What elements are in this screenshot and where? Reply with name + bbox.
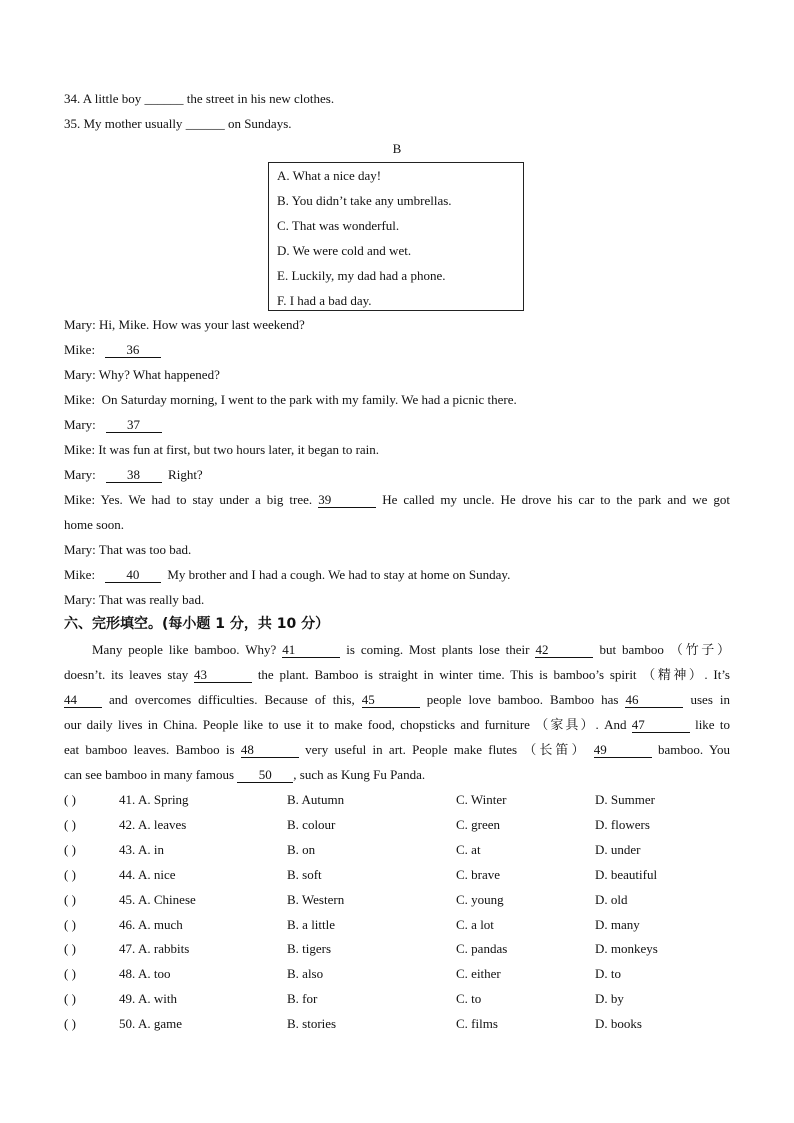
choice-num: 45.	[119, 892, 136, 907]
answer-paren[interactable]: ( )	[64, 966, 76, 981]
choice-d[interactable]: D. flowers	[595, 817, 650, 832]
option-f: F. I had a bad day.	[277, 293, 372, 308]
option-c: C. That was wonderful.	[277, 218, 400, 233]
answer-paren[interactable]: ( )	[64, 892, 76, 907]
choice-num: 49.	[119, 991, 136, 1006]
blank-49[interactable]: 49	[594, 743, 652, 758]
choice-a[interactable]: A. leaves	[138, 817, 187, 832]
choice-num: 47.	[119, 941, 136, 956]
blank-48[interactable]: 48	[241, 743, 299, 758]
section-b-label: B	[392, 141, 402, 156]
choice-a[interactable]: A. in	[138, 842, 164, 857]
choice-a[interactable]: A. game	[138, 1016, 183, 1031]
dialogue-line: Mary: 38 Right?	[64, 467, 203, 482]
answer-paren[interactable]: ( )	[64, 941, 76, 956]
choice-c[interactable]: C. either	[456, 966, 501, 981]
choice-b[interactable]: B. Western	[287, 892, 345, 907]
choice-d[interactable]: D. old	[595, 892, 628, 907]
answer-paren[interactable]: ( )	[64, 792, 76, 807]
choice-a[interactable]: A. much	[138, 917, 183, 932]
choice-b[interactable]: B. a little	[287, 917, 336, 932]
choice-a[interactable]: A. Chinese	[138, 892, 196, 907]
choice-d[interactable]: D. beautiful	[595, 867, 658, 882]
choice-num: 42.	[119, 817, 136, 832]
option-d: D. We were cold and wet.	[277, 243, 412, 258]
choice-c[interactable]: C. at	[456, 842, 481, 857]
passage-line: our daily lives in China. People like to use it to make food, chopsticks and furniture （家具）. And 47 like to	[64, 717, 730, 732]
choice-c[interactable]: C. films	[456, 1016, 498, 1031]
choice-c[interactable]: C. green	[456, 817, 501, 832]
choice-c[interactable]: C. young	[456, 892, 504, 907]
option-b: B. You didn’t take any umbrellas.	[277, 193, 452, 208]
choice-d[interactable]: D. books	[595, 1016, 642, 1031]
passage-line: Many people like bamboo. Why? 41 is coming. Most plants lose their 42 but bamboo （竹子）	[92, 642, 731, 657]
answer-paren[interactable]: ( )	[64, 991, 76, 1006]
question-34: 34. A little boy ______ the street in his new clothes.	[64, 91, 335, 106]
choice-num: 41.	[119, 792, 136, 807]
passage-line: 44 and overcomes difficulties. Because of this, 45 people love bamboo. Bamboo has 46 uses in	[64, 692, 731, 707]
dialogue-line: Mary: That was really bad.	[64, 592, 205, 607]
choice-d[interactable]: D. Summer	[595, 792, 655, 807]
choice-c[interactable]: C. to	[456, 991, 482, 1006]
option-a: A. What a nice day!	[277, 168, 382, 183]
choice-c[interactable]: C. a lot	[456, 917, 494, 932]
choice-c[interactable]: C. pandas	[456, 941, 508, 956]
choice-num: 44.	[119, 867, 136, 882]
blank-47[interactable]: 47	[632, 718, 690, 733]
choice-num: 48.	[119, 966, 136, 981]
answer-paren[interactable]: ( )	[64, 917, 76, 932]
choice-a[interactable]: A. too	[138, 966, 171, 981]
dialogue-line: Mary: 37	[64, 417, 730, 433]
dialogue-line: Mike: 36	[64, 342, 730, 358]
choice-c[interactable]: C. Winter	[456, 792, 507, 807]
options-box	[268, 162, 524, 311]
answer-blank[interactable]: ______	[144, 91, 184, 106]
question-35: 35. My mother usually ______ on Sundays.	[64, 116, 292, 131]
choice-d[interactable]: D. monkeys	[595, 941, 658, 956]
choice-b[interactable]: B. Autumn	[287, 792, 345, 807]
dialogue-line: Mary: Why? What happened?	[64, 367, 220, 382]
choice-a[interactable]: A. rabbits	[138, 941, 190, 956]
option-e: E. Luckily, my dad had a phone.	[277, 268, 446, 283]
choice-d[interactable]: D. many	[595, 917, 640, 932]
blank-39[interactable]: 39	[318, 493, 376, 508]
blank-44[interactable]: 44	[64, 693, 102, 708]
answer-paren[interactable]: ( )	[64, 1016, 76, 1031]
choice-a[interactable]: A. Spring	[138, 792, 189, 807]
choice-b[interactable]: B. on	[287, 842, 316, 857]
choice-a[interactable]: A. with	[138, 991, 177, 1006]
choice-d[interactable]: D. under	[595, 842, 641, 857]
choice-d[interactable]: D. by	[595, 991, 624, 1006]
answer-paren[interactable]: ( )	[64, 867, 76, 882]
dialogue-line-cont: home soon.	[64, 517, 124, 532]
passage-line: doesn’t. its leaves stay 43 the plant. Bamboo is straight in winter time. This is bamboo’s spirit （精神）. It’s	[64, 667, 730, 682]
passage-line: eat bamboo leaves. Bamboo is 48 very useful in art. People make flutes （长笛） 49 bamboo. You	[64, 742, 731, 757]
blank-37[interactable]: 37	[106, 418, 162, 433]
blank-38[interactable]: 38	[106, 468, 162, 483]
answer-paren[interactable]: ( )	[64, 842, 76, 857]
choice-d[interactable]: D. to	[595, 966, 621, 981]
section-heading: 六、完形填空。(每小题 1 分，共 10 分）	[64, 616, 330, 632]
choice-b[interactable]: B. tigers	[287, 941, 332, 956]
blank-43[interactable]: 43	[194, 668, 252, 683]
passage-line: can see bamboo in many famous 50 , such as Kung Fu Panda.	[64, 767, 426, 782]
dialogue-line: Mary: That was too bad.	[64, 542, 192, 557]
choice-num: 43.	[119, 842, 136, 857]
choice-b[interactable]: B. colour	[287, 817, 336, 832]
blank-50[interactable]: 50	[237, 768, 293, 783]
blank-46[interactable]: 46	[625, 693, 683, 708]
blank-45[interactable]: 45	[362, 693, 420, 708]
dialogue-line: Mary: Hi, Mike. How was your last weekend?	[64, 317, 305, 332]
blank-41[interactable]: 41	[282, 643, 340, 658]
choice-c[interactable]: C. brave	[456, 867, 501, 882]
answer-paren[interactable]: ( )	[64, 817, 76, 832]
choice-b[interactable]: B. soft	[287, 867, 322, 882]
answer-blank[interactable]: ______	[185, 116, 225, 131]
dialogue-line: Mike: Yes. We had to stay under a big tree. 39 He called my uncle. He drove his car to the park and we got	[64, 492, 730, 507]
choice-b[interactable]: B. for	[287, 991, 318, 1006]
blank-40[interactable]: 40	[105, 568, 161, 583]
choice-num: 46.	[119, 917, 136, 932]
blank-36[interactable]: 36	[105, 343, 161, 358]
choice-b[interactable]: B. also	[287, 966, 324, 981]
choice-b[interactable]: B. stories	[287, 1016, 337, 1031]
blank-42[interactable]: 42	[535, 643, 593, 658]
dialogue-line: Mike: 40 My brother and I had a cough. We had to stay at home on Sunday.	[64, 567, 511, 582]
choice-num: 50.	[119, 1016, 136, 1031]
choice-a[interactable]: A. nice	[138, 867, 176, 882]
dialogue-line: Mike: On Saturday morning, I went to the park with my family. We had a picnic there.	[64, 392, 517, 407]
dialogue-line: Mike: It was fun at first, but two hours later, it began to rain.	[64, 442, 380, 457]
